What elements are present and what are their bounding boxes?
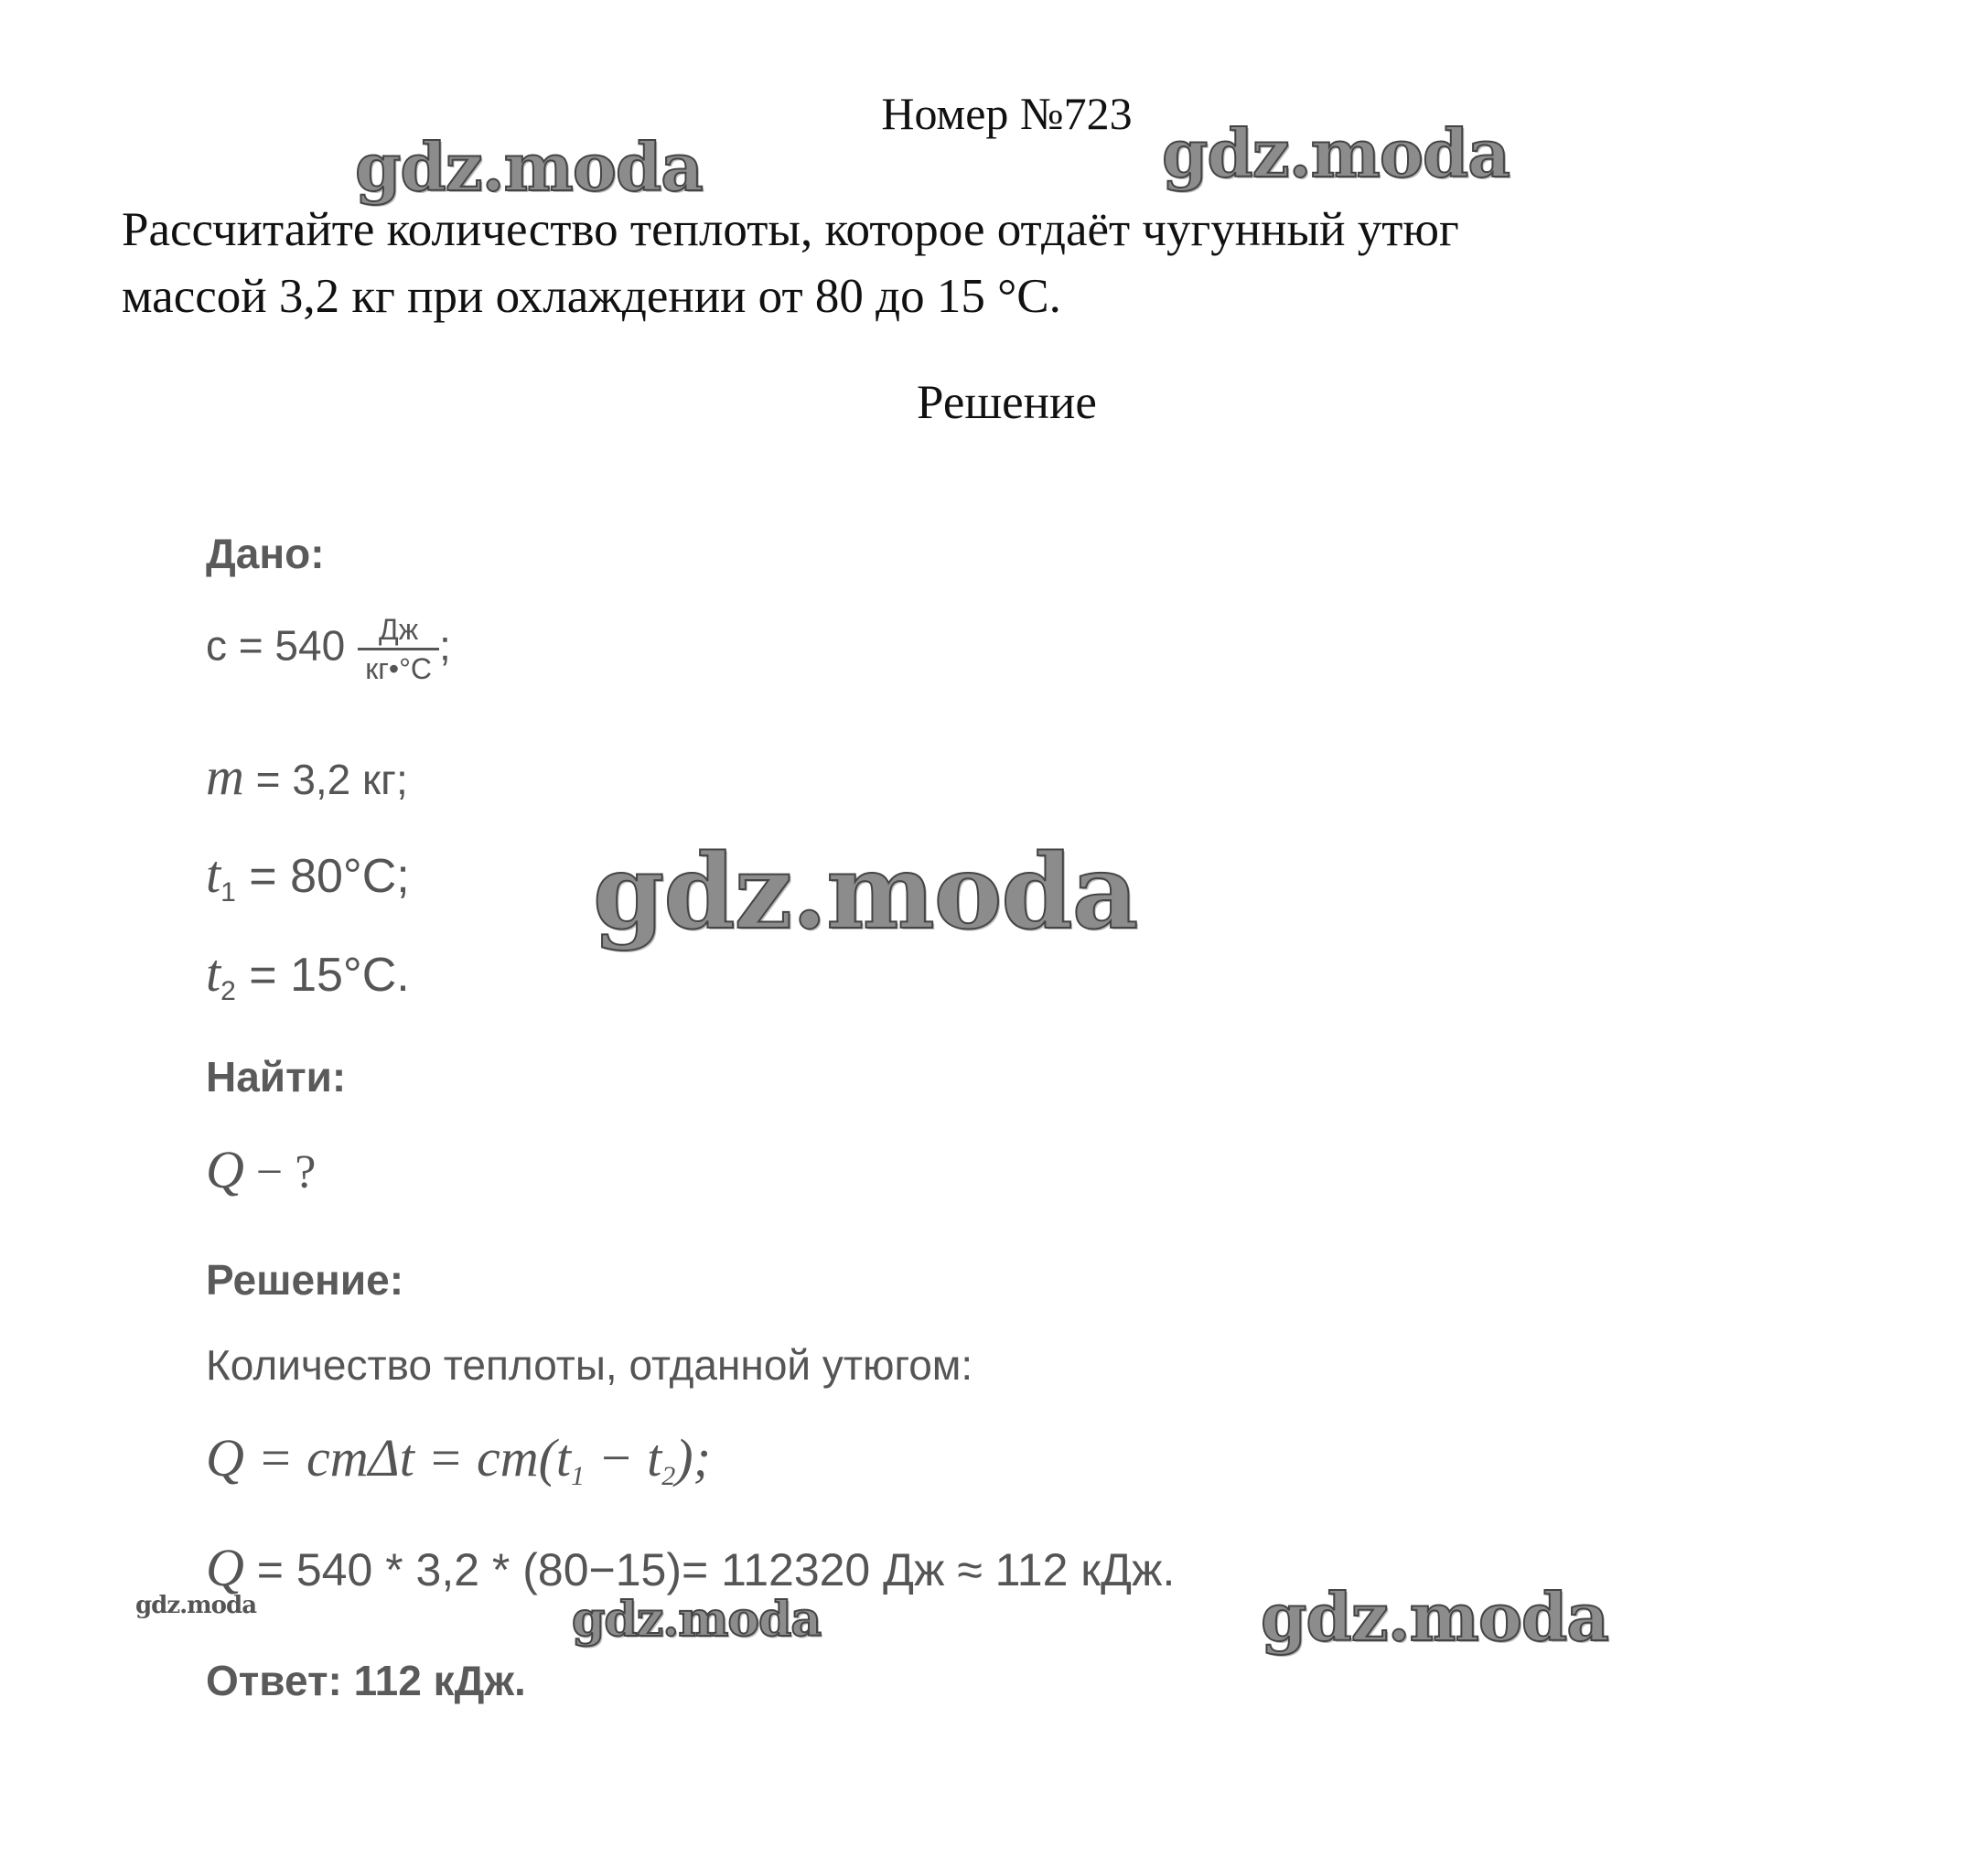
given-t1: [206, 843, 410, 908]
t1-rest: = 80°C;: [235, 850, 410, 903]
given-t2: [206, 942, 410, 1007]
watermark-small: gdz.moda: [135, 1592, 257, 1619]
solution-heading: Решение: [917, 376, 1097, 429]
watermark-bottom-left: gdz.moda: [572, 1592, 822, 1648]
formula-q: Q: [206, 1428, 244, 1488]
problem-line-1: Рассчитайте количество теплоты, которое отдаёт чугунный утюг: [122, 203, 1459, 256]
c-unit-denominator: кг•°C: [365, 652, 432, 685]
find-label: Найти:: [206, 1053, 347, 1101]
page-title: Номер №723: [881, 88, 1133, 139]
m-var: m: [206, 747, 244, 806]
formula-sub-2: 2: [661, 1461, 676, 1491]
t2-sub: 2: [220, 976, 236, 1006]
watermark-top-left: gdz.moda: [355, 128, 703, 206]
c-prefix: c = 540: [206, 621, 346, 670]
formula-a: = cmΔt = cm(t: [243, 1428, 572, 1488]
watermark-bottom-right: gdz.moda: [1261, 1578, 1608, 1656]
watermark-center: gdz.moda: [593, 832, 1138, 952]
find-q-rest: − ?: [243, 1146, 317, 1198]
calc-rest: = 540 * 3,2 * (80−15)= 112320 Дж ≈ 112 кДж.: [243, 1544, 1176, 1595]
formula-line: [206, 1427, 711, 1492]
given-label: Дано:: [206, 530, 325, 577]
find-q-var: Q: [206, 1140, 244, 1199]
formula-sub-1: 1: [571, 1461, 586, 1491]
given-c: [206, 611, 451, 687]
c-unit-fraction: [358, 611, 439, 687]
answer: Ответ: 112 кДж.: [206, 1657, 526, 1704]
problem-line-2: массой 3,2 кг при охлаждении от 80 до 15 °C.: [122, 270, 1061, 323]
watermark-top-right: gdz.moda: [1162, 114, 1510, 192]
find-q: [206, 1139, 316, 1200]
m-rest: = 3,2 кг;: [243, 756, 408, 803]
t2-rest: = 15°C.: [235, 949, 410, 1002]
t1-sub: 1: [220, 877, 236, 908]
formula-b: − t: [585, 1428, 662, 1488]
t2-var: t: [206, 943, 221, 1003]
t1-var: t: [206, 844, 221, 904]
problem-statement: [122, 197, 1459, 330]
calc-q: Q: [206, 1538, 244, 1597]
c-suffix: ;: [438, 621, 451, 670]
solution-label: Решение:: [206, 1256, 404, 1304]
c-unit-numerator: Дж: [358, 611, 439, 650]
formula-c: );: [675, 1428, 711, 1488]
given-m: [206, 746, 408, 807]
calculation-line: [206, 1537, 1175, 1598]
heat-text: Количество теплоты, отданной утюгом:: [206, 1341, 973, 1389]
